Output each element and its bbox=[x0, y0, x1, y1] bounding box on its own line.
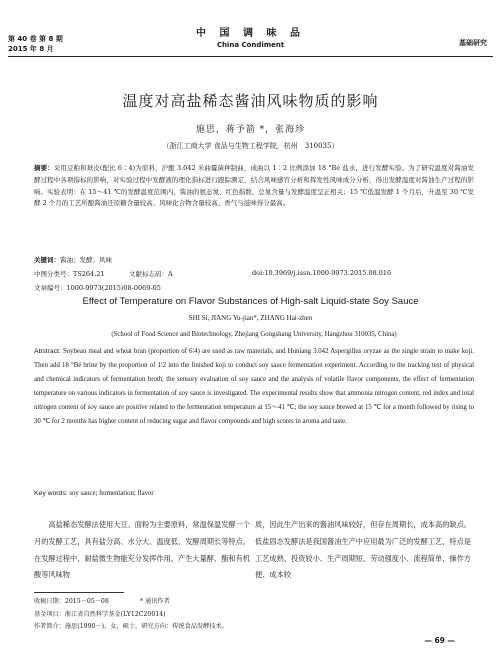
body-column-right: 质，因此生产出来的酱油风味较好，但存在周期长，成本高的缺点。低盐固态发酵法是我国酱油生产中应用最为广泛的发酵工艺，特点是工艺成熟、投资较小、生产周期短、劳动强度小、流程简单，操作方便、成本较 bbox=[255, 520, 471, 580]
authors-en: SHI Si, JIANG Yu-jian*, ZHANG Hai-zhen bbox=[188, 314, 313, 322]
issue-date: 2015 年 8 月 bbox=[8, 45, 54, 53]
abstract-en-label: Abstract: bbox=[34, 348, 61, 355]
section-label: 基础研究 bbox=[459, 39, 487, 47]
authors-cn: 施思，蒋予箭 *，张海珍 bbox=[195, 125, 306, 135]
page-number: — 69 — bbox=[424, 636, 455, 645]
keywords-cn-text: 酱油；发酵；风味 bbox=[60, 256, 112, 264]
journal-name-cn: 中 国 调 味 品 bbox=[196, 28, 305, 39]
volume-label: 第 40 卷 第 8 期 bbox=[8, 35, 63, 43]
footnote-divider bbox=[34, 592, 124, 593]
keywords-cn-label: 关键词： bbox=[34, 256, 60, 264]
corresponding-note: * 通讯作者 bbox=[140, 598, 170, 605]
article-number: 文章编号：1000-9973(2015)08-0069-05 bbox=[34, 284, 161, 292]
abstract-cn-label: 摘要： bbox=[34, 164, 54, 172]
document-code: 文献标志码：A bbox=[129, 270, 173, 278]
paper-title-en: Effect of Temperature on Flavor Substances of High-salt Liquid-state Soy Sauce bbox=[82, 296, 419, 307]
keywords-en bbox=[34, 490, 154, 497]
keywords-en-text: soy sauce; fermentation; flavor bbox=[69, 490, 154, 497]
paper-title-cn: 温度对高盐稀态酱油风味物质的影响 bbox=[122, 92, 379, 110]
abstract-cn-text: 采用豆粕和麸皮(配比 6∶4)为原料，沪酿 3.042 米曲霉菌种制曲，成曲以 1∶2 比例添加 18 °Bé 盐水，进行发酵实验。为了研究温度对酱油发酵过程中各项指标的影响，对实验过程中发酵液的理化指标进行跟踪测定，结合风味感官分析和挥发性风味成分分析，得出发酵温度对酱油生产过程的影响。实验表明：在 15～41 ℃的发酵温度范围内，酱油的氨态氮、红色指数、总氮含量与发酵温度呈正相关；15 ℃低温发酵 1 个月后，升温至 30 ℃发酵 2 个月的工艺所酿酱油还原糖含量较高、风味化合物含量较高、香气与滋味得分最高。 bbox=[34, 164, 474, 208]
author-bio: 作者简介：施思(1990－)，女，硕士，研究方向：传统食品发酵技术。 bbox=[34, 623, 228, 630]
journal-name-en: China Condiment bbox=[216, 41, 285, 49]
keywords-cn bbox=[34, 255, 112, 264]
journal-name bbox=[0, 24, 501, 49]
clc-number: 中图分类号：TS264.21 bbox=[34, 270, 105, 278]
body-column-left: 高盐稀态发酵法使用大豆、面粉为主要原料，常温保温发酵一个月的发酵工艺，具有盐分高、水分大、温度低、发酵周期长等特点。在发酵过程中，耐盐微生物能充分发挥作用，产生大量酵、酯和有机酸等风味物 bbox=[34, 520, 250, 580]
received-date: 收稿日期：2015－05－08 bbox=[34, 598, 109, 605]
affiliation-cn: （浙江工商大学 食品与生物工程学院，杭州 310035） bbox=[162, 142, 339, 150]
abstract-en-text: Soybean meal and wheat bran (proportion of 6∶4) are used as raw materials, and Huniang 3.042 Aspergillus oryzae as the single strain to make koji. Then add 18 °Bé brine by the proportion of 1∶2 into the finished koji to conduct soy sauce fermentation experiment. According to the tracking test of physical and chemical indicators of fermentation broth, the sensory evaluation of soy sauce and the analysis of volatile flavor components, the effect of fermentation temperature on various indicators in fermentation of soy sauce is investigated. The experimental results show that ammonia nitrogen content, red index and total nitrogen content of soy sauce are positive related to the fermentation temperature at 15～41 ℃; the soy sauce brewed at 15 ℃ for a month followed by rising to 30 ℃ for 2 months has higher content of reducing sugar and flavor compounds and high scores in aroma and taste. bbox=[34, 348, 474, 426]
abstract-en bbox=[34, 345, 474, 430]
header-divider bbox=[8, 56, 493, 57]
affiliation-en: (School of Food Science and Biotechnology, Zhejiang Gongshang University, Hangzhou 310035, China) bbox=[111, 331, 397, 338]
doi: doi:10.3969/j.issn.1000-9973.2015.08.016 bbox=[252, 269, 392, 277]
fund-note: 基金项目：浙江省自然科学基金(LY12C20014) bbox=[34, 611, 166, 618]
abstract-cn bbox=[34, 163, 474, 210]
keywords-en-label: Key words: bbox=[34, 490, 68, 497]
